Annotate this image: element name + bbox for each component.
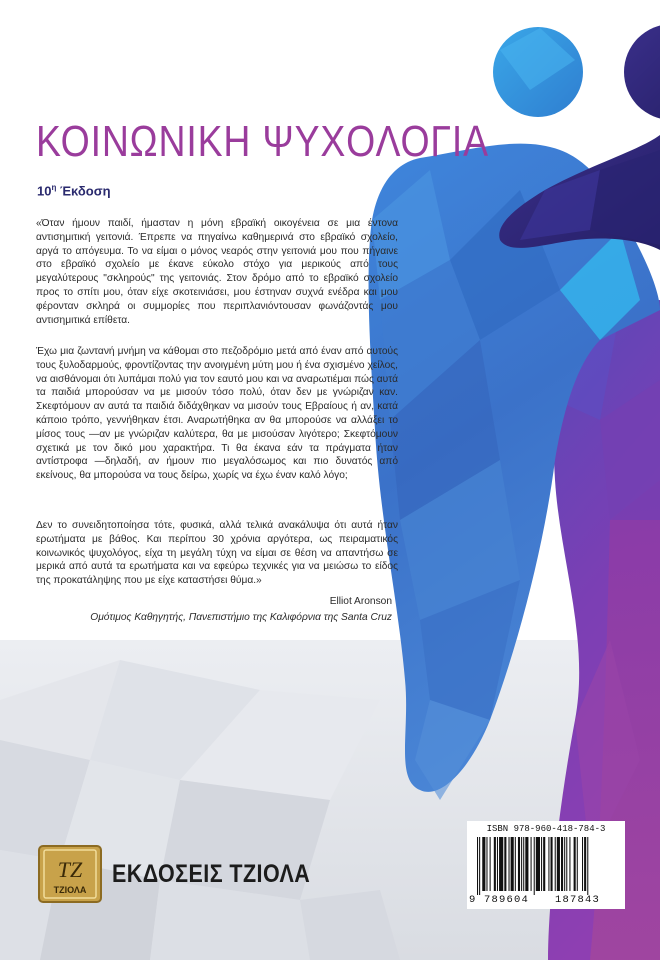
barcode-bar xyxy=(486,837,487,891)
barcode-digit-first: 9 xyxy=(469,894,476,906)
edition-superscript: η xyxy=(51,183,57,192)
barcode-bar xyxy=(497,837,498,891)
barcode-bar xyxy=(479,837,480,895)
barcode-bar xyxy=(494,837,496,891)
edition-label xyxy=(37,183,111,198)
barcode-bar xyxy=(518,837,520,891)
barcode-bars xyxy=(473,837,619,895)
book-title: ΚΟΙΝΩΝΙΚΗ ΨΥΧΟΛΟΓΙΑ xyxy=(36,117,489,166)
publisher-logo xyxy=(38,845,102,903)
edition-word: Έκδοση xyxy=(56,183,111,199)
barcode-bar xyxy=(523,837,524,891)
barcode-bar xyxy=(531,837,532,891)
barcode-bar xyxy=(574,837,576,891)
barcode-bar xyxy=(582,837,583,891)
barcode-bar xyxy=(477,837,478,895)
barcode-bar xyxy=(564,837,565,891)
barcode-bar xyxy=(566,837,567,891)
barcode-digits-right: 187843 xyxy=(555,894,601,906)
barcode-bar xyxy=(499,837,503,891)
barcode-area xyxy=(467,821,625,909)
barcode-bar xyxy=(490,837,491,891)
barcode-bar xyxy=(551,837,553,891)
quote-paragraph-1: «Όταν ήμουν παιδί, ήμασταν η μόνη εβραϊκή οικογένεια σε μια έντονα αντισημιτική γειτονιά. Έπρεπε να πηγαίνω καθημερινά στο εβραϊκό σχολείο, αργά το απόγευμα. Το να είμαι ο μόνος νεαρός στην γειτονιά μου που πήγαινε στο εβραϊκό σχολείο με έκανε εύκολο στόχο για μερικούς από τους μεγαλύτερους "σκληρούς" της γειτονιάς. Στον δρόμο από το εβραϊκό σχολείο προς το σπίτι μου, όταν είχε σκοτεινιάσει, μου έστηναν συχνά ενέδρα και μου φέρονταν σκληρά οι συμμορίες που περιπλανιόντουσαν φωνάζοντάς μου αντισημιτικά επίθετα. xyxy=(36,218,398,326)
author-affiliation: Ομότιμος Καθηγητής, Πανεπιστήμιο της Καλιφόρνια της Santa Cruz xyxy=(90,612,392,623)
barcode-bar xyxy=(521,837,522,891)
barcode-bar xyxy=(509,837,510,891)
barcode-bar xyxy=(515,837,516,891)
logo-name: ΤΖΙΟΛΑ xyxy=(53,885,87,895)
isbn-label: ISBN 978-960-418-784-3 xyxy=(486,824,606,834)
barcode-bar xyxy=(534,837,535,895)
barcode-bar xyxy=(504,837,506,891)
barcode-bar xyxy=(511,837,514,891)
barcode-bar xyxy=(543,837,545,891)
publisher-name: ΕΚΔΟΣΕΙΣ ΤΖΙΟΛΑ xyxy=(112,860,311,888)
barcode-bar xyxy=(541,837,542,891)
barcode-bar xyxy=(555,837,556,891)
barcode-bar xyxy=(536,837,540,891)
barcode-bar xyxy=(548,837,549,891)
barcode-bar xyxy=(482,837,485,891)
logo-letters: ΤΖ xyxy=(57,857,83,882)
barcode-bar xyxy=(577,837,578,891)
quote-paragraph-2: Έχω μια ζωντανή μνήμη να κάθομαι στο πεζοδρόμιο μετά από έναν από αυτούς τους ξυλοδαρμούς, φροντίζοντας την ανοιγμένη μύτη μου ή ένα σχισμένο χείλος, να αισθάνομαι ότι λυπάμαι πολύ για τον εαυτό μου και να αναρωτιέμαι πώς αυτά τα παιδιά μπορούσαν να με μισούν τόσο πολύ, όταν δεν με γνώριζαν καν. Σκεφτόμουν αν αυτά τα παιδιά διδάχθηκαν να μισούν τους Εβραίους ή αν, κατά κάποιο τρόπο, γεννήθηκαν έτσι. Αναρωτήθηκα αν θα μπορούσε να αλλάξει το μίσος τους —αν με γνώριζαν καλύτερα, θα με μισούσαν λιγότερο; Σκεφτόμουν σχετικά με τον δικό μου χαρακτήρα. Τι θα έκανα εάν τα πράγματα ήταν αντίστροφα —δηλαδή, αν ήμουν πιο μεγαλόσωμος και πιο δυνατός από εκείνους, θα μπορούσα να τους δείρω, χωρίς να έχω έναν καλό λόγο; xyxy=(36,346,398,482)
barcode-bar xyxy=(569,837,570,891)
barcode-bar xyxy=(561,837,563,891)
barcode-bar xyxy=(557,837,560,891)
barcode-bar xyxy=(584,837,586,891)
edition-number: 10 xyxy=(37,183,52,199)
barcode-bar xyxy=(525,837,528,891)
quote-paragraph-3: Δεν το συνειδητοποίησα τότε, φυσικά, αλλά τελικά ανακάλυψα ότι αυτά ήταν ερωτήματα με βάθος. Και περίπου 30 χρόνια αργότερα, ως πειραματικός κοινωνικός ψυχολόγος, είχα τη μεγάλη τύχη να είμαι σε θέση να απαντήσω σε μερικά από αυτά τα ερωτήματα και να εφεύρω τεχνικές για να μειώσω το είδος της προκατάληψης που με είχε καταστήσει θύμα.» xyxy=(36,520,398,587)
barcode-bar xyxy=(587,837,588,895)
quote-author: Elliot Aronson xyxy=(329,596,392,607)
barcode-digits-left: 789604 xyxy=(484,894,530,906)
